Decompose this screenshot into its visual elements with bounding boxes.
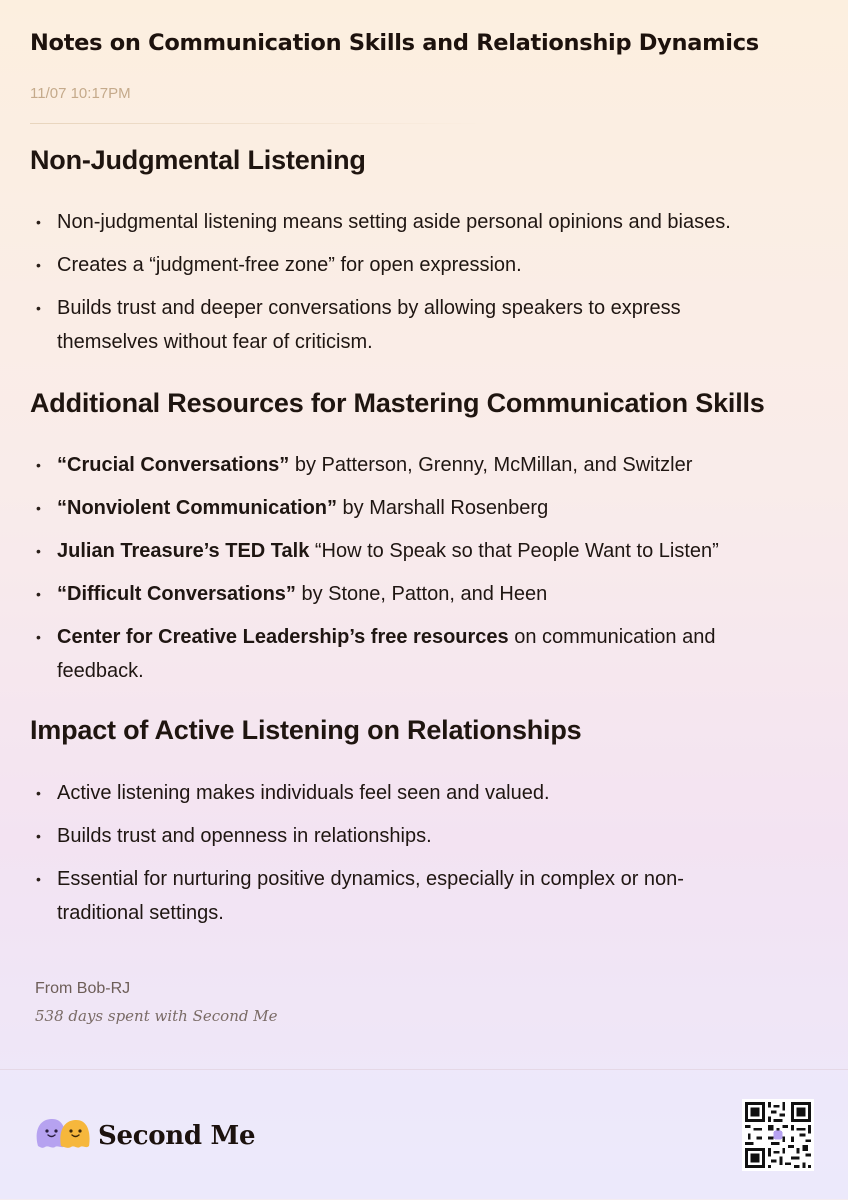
brand-name: Second Me — [98, 1120, 256, 1151]
second-me-mascot-icon — [34, 1116, 92, 1155]
page-title: Notes on Communication Skills and Relationship Dynamics — [30, 30, 759, 56]
timestamp: 11/07 10:17PM — [30, 85, 131, 102]
qr-code-icon — [742, 1099, 814, 1171]
bullet-list-additional-resources — [36, 448, 826, 697]
section-title-impact-of-active-listening: Impact of Active Listening on Relationships — [30, 715, 582, 745]
section-title-additional-resources: Additional Resources for Mastering Communication Skills — [30, 388, 765, 418]
list-item: • Non-judgmental listening means setting aside personal opinions and biases. — [36, 205, 826, 239]
list-item: • “Crucial Conversations” by Patterson, Grenny, McMillan, and Switzler — [36, 448, 826, 482]
signature-from: From Bob-RJ — [35, 980, 131, 997]
list-item: • Center for Creative Leadership’s free resources on communication and feedback. — [36, 620, 787, 688]
section-title-non-judgmental-listening: Non-Judgmental Listening — [30, 145, 366, 175]
brand-logo — [34, 1116, 255, 1155]
list-item: • Creates a “judgment-free zone” for open expression. — [36, 248, 826, 282]
list-item: • Builds trust and deeper conversations by allowing speakers to express themselves without fear of criticism. — [36, 291, 757, 359]
header-divider — [30, 123, 490, 124]
bullet-list-impact-of-active-listening — [36, 776, 826, 939]
list-item: • Builds trust and openness in relationships. — [36, 819, 826, 853]
bullet-list-non-judgmental-listening — [36, 205, 826, 368]
list-item: • Essential for nurturing positive dynamics, especially in complex or non-traditional settings. — [36, 862, 767, 930]
list-item: • “Nonviolent Communication” by Marshall Rosenberg — [36, 491, 826, 525]
list-item: • Julian Treasure’s TED Talk “How to Speak so that People Want to Listen” — [36, 534, 826, 568]
signature-days: 538 days spent with Second Me — [35, 1007, 278, 1025]
list-item: • Active listening makes individuals feel seen and valued. — [36, 776, 826, 810]
list-item: • “Difficult Conversations” by Stone, Patton, and Heen — [36, 577, 826, 611]
